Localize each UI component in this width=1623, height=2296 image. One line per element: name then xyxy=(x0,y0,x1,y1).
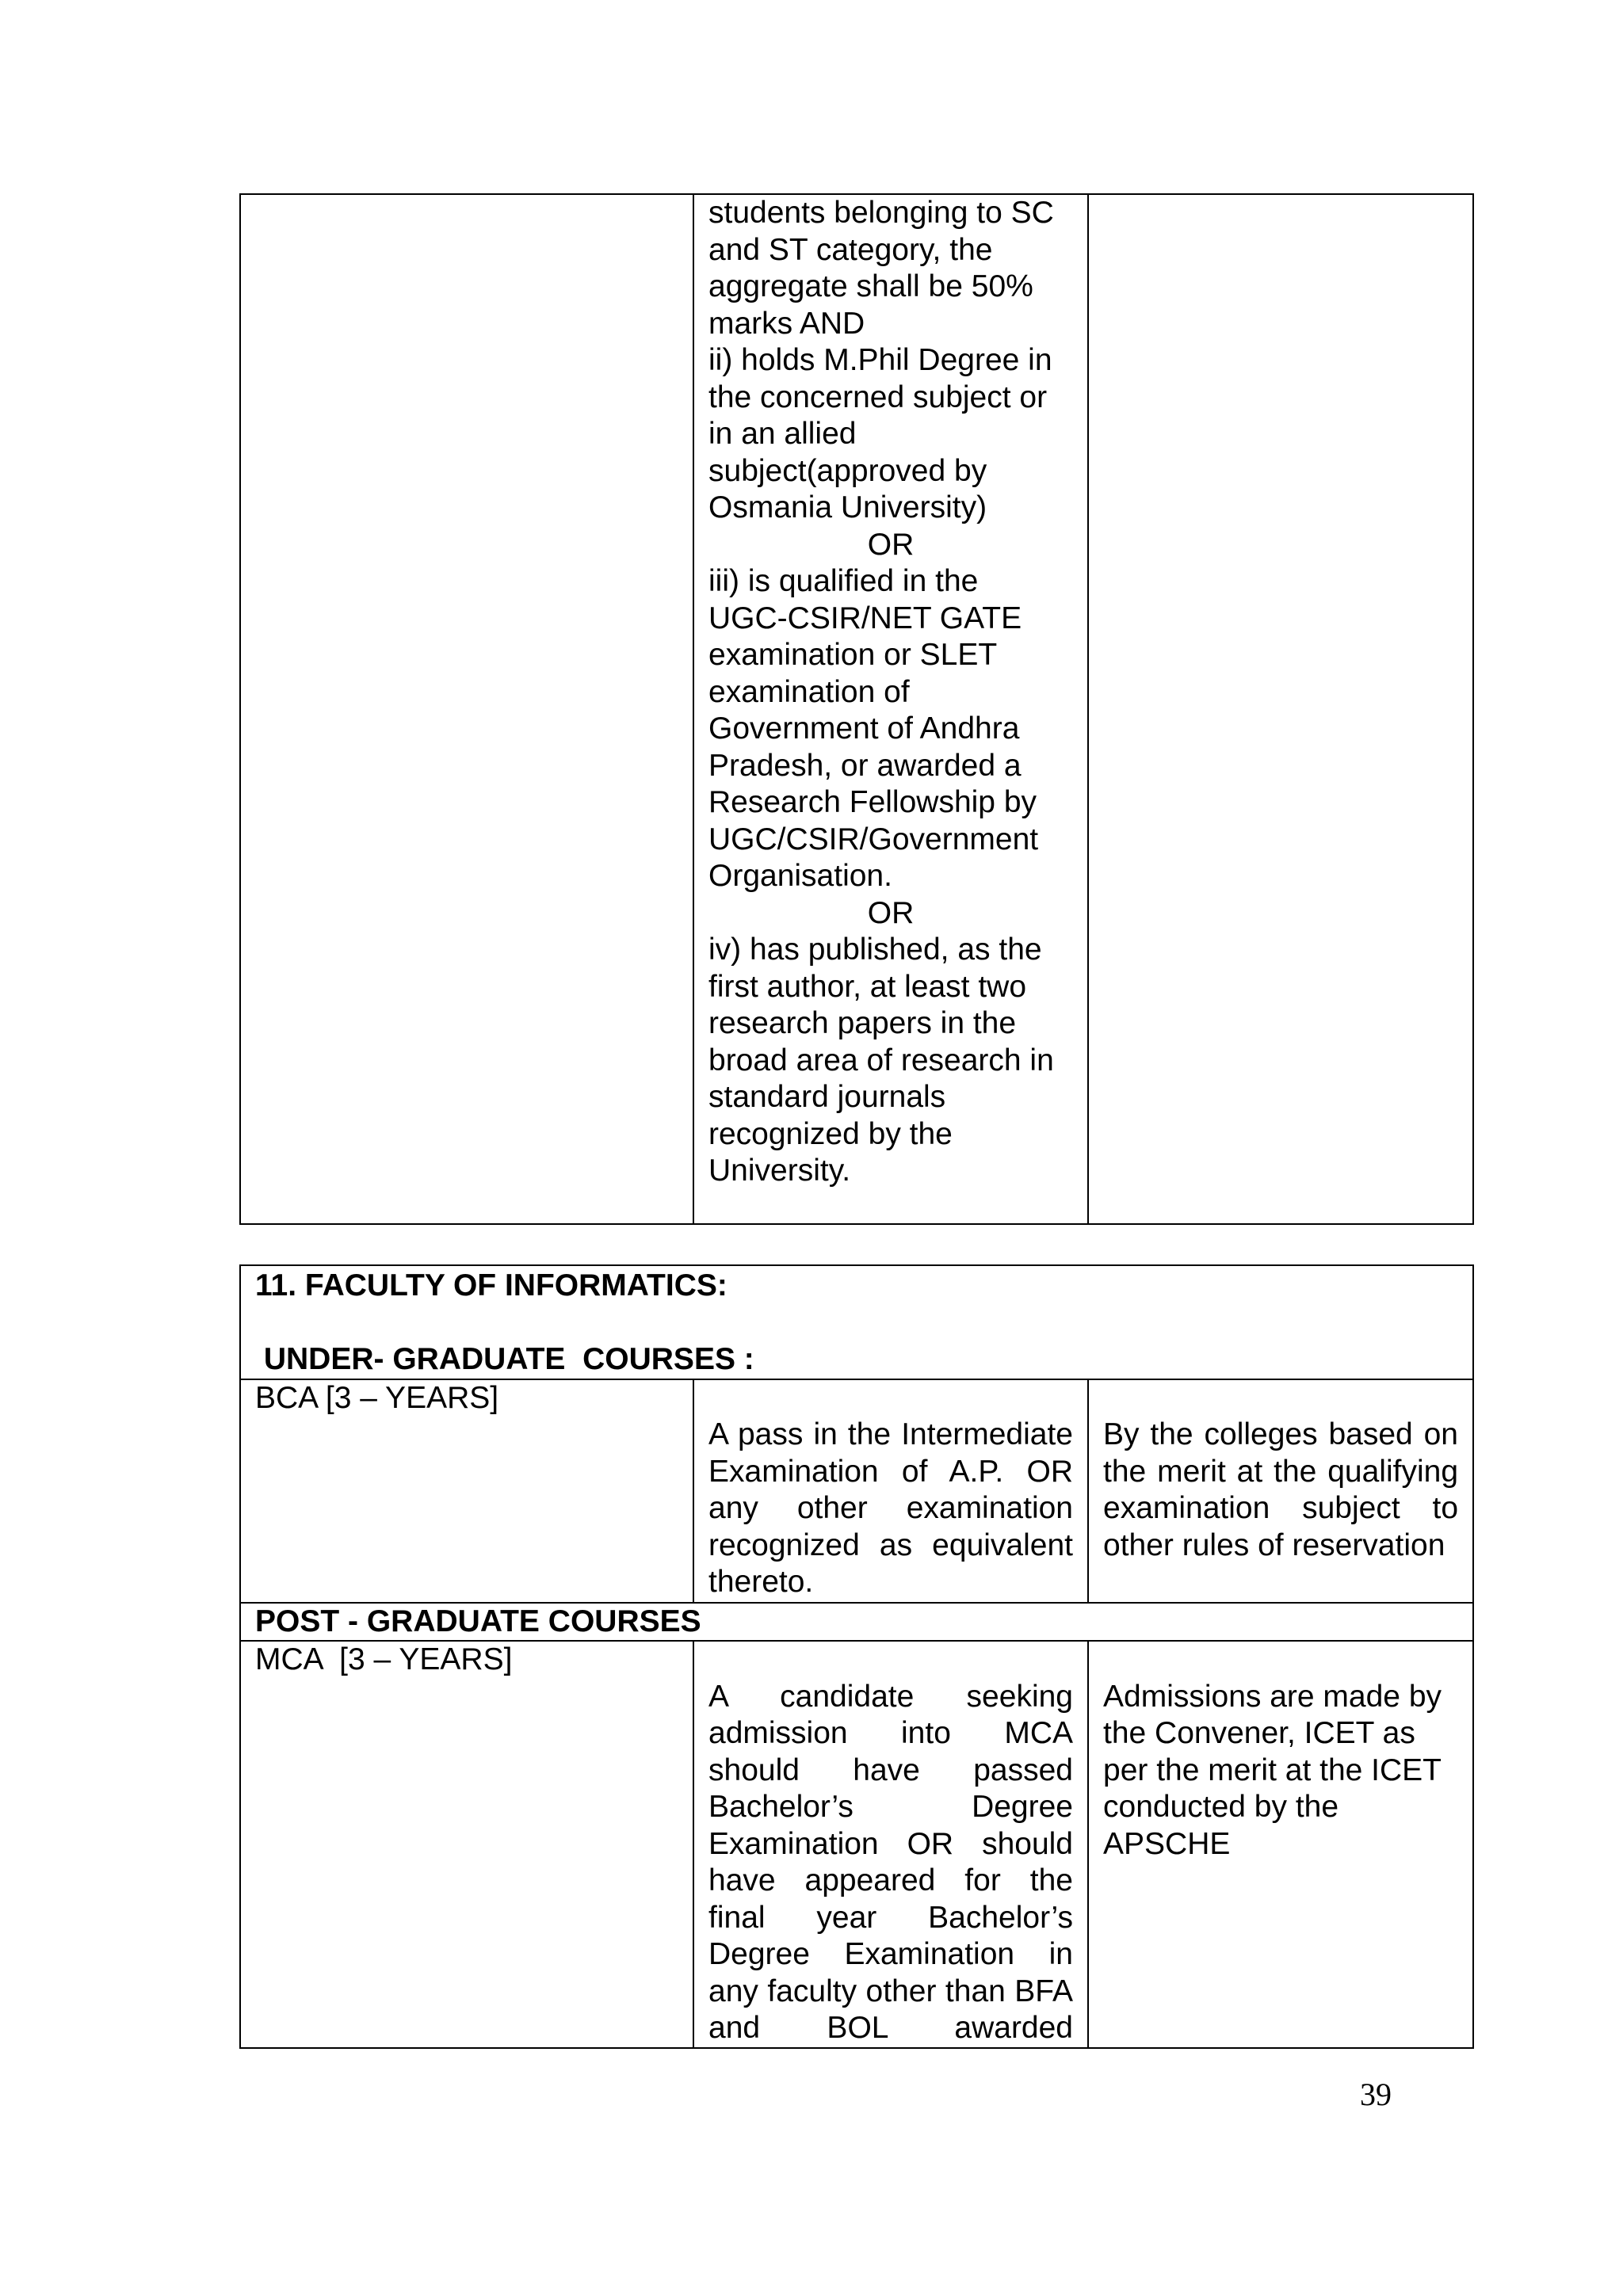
table-row xyxy=(240,1641,1473,2048)
eligibility-text-line: University. xyxy=(708,1154,851,1188)
table-row xyxy=(240,194,1473,1224)
page-number: 39 xyxy=(1360,2077,1392,2112)
mca-course: MCA [3 – YEARS] xyxy=(255,1642,513,1676)
eligibility-text-line: the concerned subject or xyxy=(708,379,1048,414)
eligibility-text-line: Research Fellowship by xyxy=(708,785,1037,819)
eligibility-text-line: ii) holds M.Phil Degree in xyxy=(708,343,1052,377)
mca-admission-line: Admissions are made by xyxy=(1103,1679,1442,1714)
mca-admission-line: per the merit at the ICET xyxy=(1103,1753,1442,1787)
table-row xyxy=(240,1603,1473,1642)
eligibility-text-line: Pradesh, or awarded a xyxy=(708,748,1022,783)
bca-admission-cell xyxy=(1088,1379,1473,1603)
mca-admission-line: APSCHE xyxy=(1103,1826,1231,1861)
eligibility-text-line: examination of xyxy=(708,674,910,709)
ug-courses-heading: UNDER- GRADUATE COURSES : xyxy=(255,1342,754,1376)
eligibility-text-line: first author, at least two xyxy=(708,969,1027,1004)
faculty-of-informatics-table xyxy=(239,1264,1474,2049)
mca-admission-cell xyxy=(1088,1641,1473,2048)
eligibility-text-line: marks AND xyxy=(708,306,865,341)
bca-admission: By the colleges based on the merit at the qualifying examination subject to other rules of reservation xyxy=(1103,1417,1459,1562)
bca-course-cell xyxy=(240,1379,693,1603)
eligibility-text-line: examination or SLET xyxy=(708,638,998,672)
bca-eligibility: A pass in the Intermediate Examination of A.P. OR any other examination recognized as equivalent thereto. xyxy=(708,1417,1073,1599)
eligibility-text-line: OR xyxy=(867,895,915,930)
eligibility-text-line: and ST category, the xyxy=(708,232,993,267)
bca-eligibility-cell xyxy=(693,1379,1088,1603)
eligibility-text-line: subject(approved by xyxy=(708,453,987,488)
eligibility-text-line: iii) is qualified in the xyxy=(708,564,979,598)
pg-heading-cell xyxy=(240,1603,1473,1642)
mca-course-cell xyxy=(240,1641,693,2048)
course-cell-empty xyxy=(240,194,693,1224)
eligibility-text-line: Government of Andhra xyxy=(708,711,1020,746)
eligibility-cell xyxy=(693,194,1088,1224)
eligibility-text-line: research papers in the xyxy=(708,1006,1017,1040)
mca-eligibility: A candidate seeking admission into MCA should have passed Bachelor’s Degree Examination OR should have appeared for the final year Bachelor’s Degree Examination in any faculty other than BFA and BOL awarded xyxy=(708,1679,1073,2045)
mca-admission-line: conducted by the xyxy=(1103,1790,1339,1824)
eligibility-text-line: UGC-CSIR/NET GATE xyxy=(708,601,1022,635)
table-row xyxy=(240,1379,1473,1603)
table-row xyxy=(240,1265,1473,1379)
mca-eligibility-cell xyxy=(693,1641,1088,2048)
eligibility-text-line: OR xyxy=(867,527,915,562)
admission-cell-empty xyxy=(1088,194,1473,1224)
eligibility-text-line: standard journals xyxy=(708,1080,946,1114)
bca-course: BCA [3 – YEARS] xyxy=(255,1380,499,1415)
faculty-heading: 11. FACULTY OF INFORMATICS: xyxy=(255,1268,727,1302)
eligibility-text-line: recognized by the xyxy=(708,1116,953,1151)
eligibility-text-line: Osmania University) xyxy=(708,490,987,524)
eligibility-table-continued xyxy=(239,193,1474,1225)
pg-courses-heading: POST - GRADUATE COURSES xyxy=(255,1604,701,1638)
eligibility-text-line: aggregate shall be 50% xyxy=(708,269,1033,303)
eligibility-text-line: Organisation. xyxy=(708,859,892,893)
eligibility-text-line: broad area of research in xyxy=(708,1043,1054,1077)
eligibility-text-line: iv) has published, as the xyxy=(708,933,1042,967)
eligibility-text-line: in an allied xyxy=(708,417,857,451)
faculty-heading-cell xyxy=(240,1265,1473,1379)
eligibility-text-line: UGC/CSIR/Government xyxy=(708,822,1039,856)
eligibility-text-line: students belonging to SC xyxy=(708,196,1054,230)
mca-admission-line: the Convener, ICET as xyxy=(1103,1716,1415,1750)
